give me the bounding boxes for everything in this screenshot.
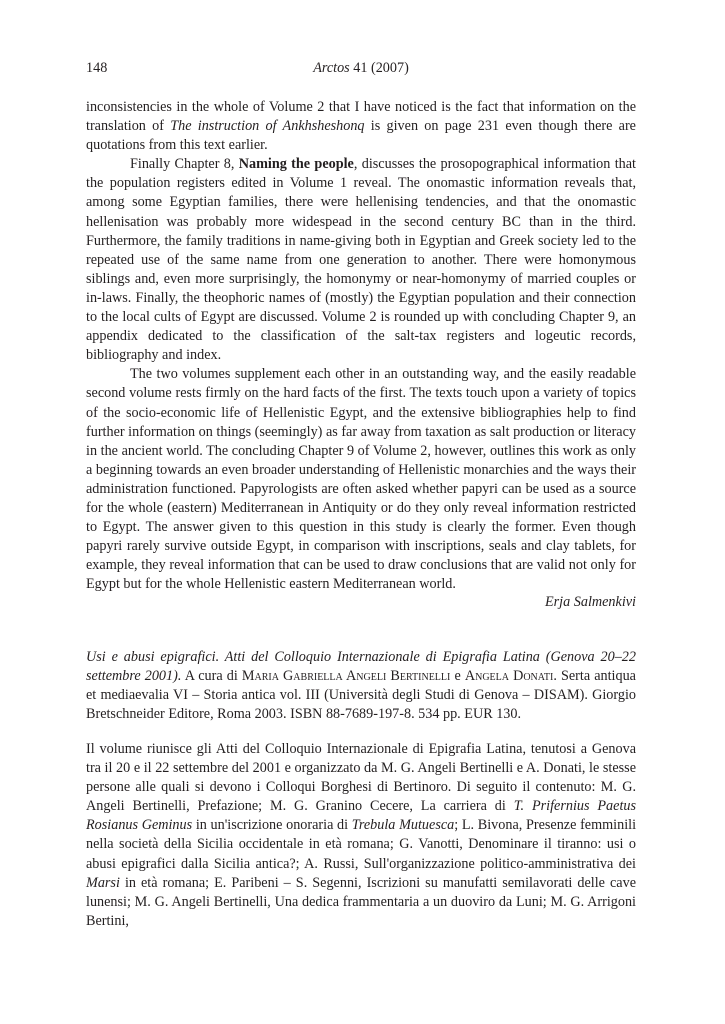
text-run: ; L. Bivona, Presenze femminili nella società della Sicilia occidentale in età romana; G. Vanotti, Denominare il tiranno: usi o abusi epigrafici dalla Sicilia antica?; A. Russi, Sull'organizzazione politico-amministrativa dei	[86, 817, 637, 872]
text-run: A cura di	[181, 668, 242, 685]
text-run: in età romana; E. Paribeni – S. Segenni, Iscrizioni su manufatti semilavorati delle cave lunensi; M. G. Angeli Bertinelli, Una dedica frammentaria a un duoviro da Luni; M. G. Arrigoni Bertini,	[86, 874, 636, 929]
text-run: . Serta antiqua et mediaevalia VI – Storia antica vol. III (Università degli Studi di Genova – DISAM). Giorgio Bretschneider Editore, Roma 2003. ISBN 88-7689-197-8. 534 pp. EUR 130.	[86, 668, 636, 723]
review-2-paragraph-1	[86, 740, 636, 931]
text-run: e	[450, 668, 465, 685]
reviewer-signature: Erja Salmenkivi	[544, 594, 636, 610]
review-1-paragraph-3: The two volumes supplement each other in an outstanding way, and the easily readable second volume rests firmly on the hard facts of the first. The texts touch upon a variety of topics of the socio-economic life of Hellenistic Egypt, and the extensive bibliographies help to find further information on things (seemingly) as far away from taxation as salt production or literacy in the ancient world. The concluding Chapter 9 of Volume 2, however, outlines this work as only a beginning towards an even broader understanding of Hellenistic monarchies and the ways their administration functioned. Papyrologists are often asked whether papyri can be used as a source for the whole (eastern) Mediterranean in Antiquity or do they only reveal information restricted to Egypt. The answer given to this question in this study is clearly the former. Even though papyri rarely survive outside Egypt, in comparison with inscriptions, seals and clay tablets, for example, they reveal information that can be used to draw conclusions that are valid not only for Egypt but for the whole Hellenistic eastern Mediterranean world.	[86, 366, 636, 593]
text-run: Finally Chapter 8,	[130, 156, 239, 173]
review-1-paragraph-1	[86, 98, 636, 155]
book-title: Usi e abusi epigrafici. Atti del Colloquio Internazionale di Epigrafia Latina (Genova 20–22 settembre 2001).	[86, 649, 636, 685]
journal-name: Arctos	[313, 60, 350, 76]
page-number: 148	[86, 60, 108, 76]
review-2-bibliographic-entry	[86, 648, 636, 724]
italic-people: Marsi	[86, 874, 120, 891]
italic-title: The instruction of Ankhsheshonq	[170, 118, 365, 135]
editor-name: Maria Gabriella Angeli Bertinelli	[241, 668, 451, 685]
review-1	[86, 98, 636, 594]
italic-place: Trebula Mutuesca	[351, 817, 455, 834]
text-run: in un'iscrizione onoraria di	[192, 817, 352, 834]
text-run: , discusses the prosopographical information that the population registers edited in Volume 1 reveal. The onomastic information reveals that, among some Egyptian families, there were hellenising tendencies, and that the onomastic hellenisation was probably more widespead in the second century BC than in the third. Furthermore, the family traditions in name-giving both in Egyptian and Greek society led to the repeated use of the same name from one generation to another. There were homonymous siblings and, even more surprisingly, the homonymy or near-homonymy of married couples or in-laws. Finally, the theophoric names of (mostly) the Egyptian population and their connection to the local cults of Egypt are discussed. Volume 2 is rounded up with concluding Chapter 9, an appendix dedicated to the classification of the salt-tax registers and logeutic records, bibliography and index.	[86, 156, 636, 364]
journal-volume-year: 41 (2007)	[349, 60, 409, 76]
editor-name: Angela Donati	[464, 668, 554, 685]
bibliographic-entry	[86, 648, 636, 724]
review-2-text	[86, 740, 636, 931]
journal-title	[86, 60, 636, 77]
text-run: inconsistencies in the whole of Volume 2 that I have noticed is the fact that information on the translation of	[86, 99, 636, 135]
running-header	[86, 60, 636, 80]
text-run: is given on page 231 even though there are quotations from this text earlier.	[86, 118, 636, 154]
review-1-paragraph-2	[86, 155, 636, 365]
text-run: Il volume riunisce gli Atti del Colloquio Internazionale di Epigrafia Latina, tenutosi a Genova tra il 20 e il 22 settembre del 2001 e organizzato da M. G. Angeli Bertinelli e A. Donati, le stesse persone alle quali si devono i Colloqui Borghesi di Bertinoro. Di seguito il contenuto: M. G. Angeli Bertinelli, Prefazione; M. G. Granino Cecere, La carriera di	[86, 741, 636, 815]
chapter-title: Naming the people	[238, 156, 354, 173]
italic-name: T. Prifernius Paetus Rosianus Geminus	[86, 798, 636, 834]
